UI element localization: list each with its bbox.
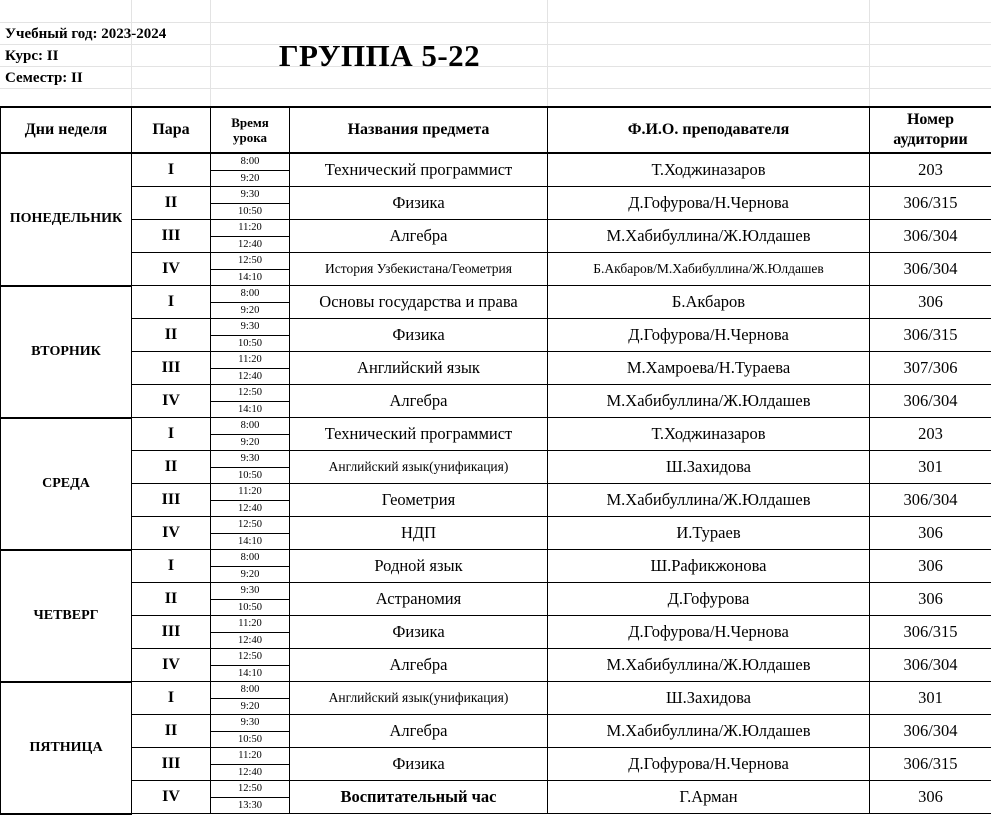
teacher-name: И.Тураев (548, 517, 870, 550)
pair-number: II (132, 583, 211, 616)
header-room (870, 107, 991, 153)
time-end: 12:40 (211, 369, 289, 385)
semester: Семестр: II (5, 69, 83, 87)
teacher-name: Ш.Рафикжонова (548, 550, 870, 583)
subject-name: Английский язык(унификация) (290, 682, 548, 715)
teacher-name: Ш.Захидова (548, 682, 870, 715)
subject-name: Физика (290, 319, 548, 352)
lesson-time (211, 352, 290, 385)
subject-name: Технический программист (290, 153, 548, 187)
subject-name: Английский язык (290, 352, 548, 385)
lesson-row (1, 319, 991, 352)
time-end: 10:50 (211, 204, 289, 220)
time-end: 9:20 (211, 303, 289, 319)
subject-name: Физика (290, 616, 548, 649)
pair-number: IV (132, 649, 211, 682)
time-start: 12:50 (211, 385, 289, 402)
teacher-name: Г.Арман (548, 781, 870, 814)
teacher-name: Б.Акбаров (548, 286, 870, 319)
time-end: 14:10 (211, 534, 289, 550)
lesson-time (211, 220, 290, 253)
header-time (211, 107, 290, 153)
lesson-time (211, 253, 290, 286)
pair-number: II (132, 715, 211, 748)
pair-number: III (132, 616, 211, 649)
header-teacher: Ф.И.О. преподавателя (548, 107, 870, 153)
time-start: 8:00 (211, 286, 289, 303)
teacher-name: Б.Акбаров/М.Хабибуллина/Ж.Юлдашев (548, 253, 870, 286)
lesson-row (1, 153, 991, 187)
lesson-time (211, 682, 290, 715)
time-end: 14:10 (211, 270, 289, 286)
room-number: 306/315 (870, 748, 991, 781)
header-day: Дни неделя (1, 107, 132, 153)
pair-number: III (132, 748, 211, 781)
time-start: 8:00 (211, 550, 289, 567)
lesson-row (1, 550, 991, 583)
room-number: 306 (870, 781, 991, 814)
group-title: ГРУППА 5-22 (212, 36, 547, 76)
time-start: 12:50 (211, 517, 289, 534)
teacher-name: М.Хабибуллина/Ж.Юлдашев (548, 220, 870, 253)
lesson-time (211, 715, 290, 748)
subject-name: Астраномия (290, 583, 548, 616)
teacher-name: М.Хабибуллина/Ж.Юлдашев (548, 715, 870, 748)
room-number: 306/304 (870, 253, 991, 286)
room-number: 306 (870, 286, 991, 319)
time-start: 11:20 (211, 220, 289, 237)
lesson-time (211, 550, 290, 583)
pair-number: I (132, 153, 211, 187)
subject-name: Физика (290, 187, 548, 220)
subject-name: История Узбекистана/Геометрия (290, 253, 548, 286)
teacher-name: Т.Ходжиназаров (548, 153, 870, 187)
lesson-row (1, 682, 991, 715)
header-room-line1: Номер (870, 110, 991, 130)
pair-number: II (132, 451, 211, 484)
room-number: 306/315 (870, 319, 991, 352)
room-number: 306/315 (870, 616, 991, 649)
lesson-row (1, 781, 991, 814)
lesson-row (1, 748, 991, 781)
gridline (547, 0, 548, 106)
teacher-name: Д.Гофурова/Н.Чернова (548, 748, 870, 781)
time-end: 9:20 (211, 699, 289, 715)
time-end: 10:50 (211, 468, 289, 484)
teacher-name: М.Хабибуллина/Ж.Юлдашев (548, 649, 870, 682)
time-end: 9:20 (211, 567, 289, 583)
pair-number: III (132, 352, 211, 385)
lesson-time (211, 781, 290, 814)
lesson-time (211, 286, 290, 319)
teacher-name: Т.Ходжиназаров (548, 418, 870, 451)
lesson-row (1, 517, 991, 550)
time-end: 12:40 (211, 633, 289, 649)
day-name: ЧЕТВЕРГ (1, 550, 132, 682)
lesson-time (211, 616, 290, 649)
pair-number: I (132, 286, 211, 319)
gridline (131, 0, 132, 106)
subject-name: Родной язык (290, 550, 548, 583)
time-start: 8:00 (211, 418, 289, 435)
pair-number: IV (132, 253, 211, 286)
room-number: 203 (870, 153, 991, 187)
subject-name: НДП (290, 517, 548, 550)
gridline (210, 0, 211, 106)
pair-number: IV (132, 385, 211, 418)
pair-number: III (132, 220, 211, 253)
lesson-time (211, 484, 290, 517)
time-end: 12:40 (211, 501, 289, 517)
time-start: 11:20 (211, 616, 289, 633)
header-time-line1: Время (211, 115, 289, 130)
subject-name: Алгебра (290, 220, 548, 253)
room-number: 306 (870, 550, 991, 583)
subject-name: Английский язык(унификация) (290, 451, 548, 484)
lesson-time (211, 153, 290, 187)
room-number: 306/304 (870, 649, 991, 682)
lesson-row (1, 715, 991, 748)
lesson-row (1, 253, 991, 286)
lesson-row (1, 616, 991, 649)
room-number: 306 (870, 517, 991, 550)
time-start: 11:20 (211, 748, 289, 765)
lesson-time (211, 451, 290, 484)
lesson-time (211, 583, 290, 616)
lesson-row (1, 484, 991, 517)
time-end: 14:10 (211, 666, 289, 682)
time-end: 10:50 (211, 600, 289, 616)
gridline (0, 88, 991, 89)
teacher-name: М.Хамроева/Н.Тураева (548, 352, 870, 385)
gridline (869, 0, 870, 106)
lesson-time (211, 517, 290, 550)
teacher-name: М.Хабибуллина/Ж.Юлдашев (548, 385, 870, 418)
header-pair: Пара (132, 107, 211, 153)
room-number: 306 (870, 583, 991, 616)
gridline (0, 22, 991, 23)
pair-number: IV (132, 781, 211, 814)
time-start: 11:20 (211, 484, 289, 501)
teacher-name: М.Хабибуллина/Ж.Юлдашев (548, 484, 870, 517)
lesson-row (1, 220, 991, 253)
course: Курс: II (5, 47, 58, 65)
time-end: 14:10 (211, 402, 289, 418)
pair-number: III (132, 484, 211, 517)
pair-number: I (132, 682, 211, 715)
time-start: 8:00 (211, 154, 289, 171)
day-name: СРЕДА (1, 418, 132, 550)
time-start: 9:30 (211, 715, 289, 732)
pair-number: IV (132, 517, 211, 550)
time-start: 9:30 (211, 451, 289, 468)
time-start: 9:30 (211, 187, 289, 204)
header-row (1, 107, 991, 153)
time-start: 9:30 (211, 583, 289, 600)
subject-name: Геометрия (290, 484, 548, 517)
sheet-header (0, 0, 991, 106)
lesson-row (1, 187, 991, 220)
time-start: 12:50 (211, 649, 289, 666)
academic-year: Учебный год: 2023-2024 (5, 25, 166, 43)
teacher-name: Д.Гофурова/Н.Чернова (548, 319, 870, 352)
header-time-line2: урока (211, 130, 289, 145)
room-number: 306/315 (870, 187, 991, 220)
time-end: 10:50 (211, 336, 289, 352)
room-number: 203 (870, 418, 991, 451)
lesson-time (211, 187, 290, 220)
subject-name: Технический программист (290, 418, 548, 451)
pair-number: I (132, 550, 211, 583)
pair-number: II (132, 319, 211, 352)
room-number: 306/304 (870, 484, 991, 517)
room-number: 307/306 (870, 352, 991, 385)
day-name: ПОНЕДЕЛЬНИК (1, 153, 132, 286)
subject-name: Физика (290, 748, 548, 781)
lesson-row (1, 352, 991, 385)
schedule-table (0, 106, 991, 815)
time-end: 9:20 (211, 435, 289, 451)
lesson-row (1, 649, 991, 682)
subject-name: Алгебра (290, 715, 548, 748)
lesson-row (1, 418, 991, 451)
room-number: 306/304 (870, 220, 991, 253)
time-end: 12:40 (211, 765, 289, 781)
time-end: 9:20 (211, 171, 289, 187)
subject-name: Воспитательный час (290, 781, 548, 814)
room-number: 306/304 (870, 715, 991, 748)
time-end: 12:40 (211, 237, 289, 253)
teacher-name: Д.Гофурова (548, 583, 870, 616)
time-start: 12:50 (211, 781, 289, 798)
day-name: ВТОРНИК (1, 286, 132, 418)
lesson-row (1, 583, 991, 616)
time-end: 13:30 (211, 798, 289, 814)
time-start: 9:30 (211, 319, 289, 336)
lesson-time (211, 649, 290, 682)
subject-name: Алгебра (290, 649, 548, 682)
lesson-row (1, 385, 991, 418)
teacher-name: Д.Гофурова/Н.Чернова (548, 616, 870, 649)
time-start: 12:50 (211, 253, 289, 270)
time-start: 8:00 (211, 682, 289, 699)
lesson-time (211, 748, 290, 781)
lesson-time (211, 418, 290, 451)
room-number: 301 (870, 682, 991, 715)
lesson-time (211, 319, 290, 352)
lesson-time (211, 385, 290, 418)
time-end: 10:50 (211, 732, 289, 748)
subject-name: Основы государства и права (290, 286, 548, 319)
room-number: 301 (870, 451, 991, 484)
room-number: 306/304 (870, 385, 991, 418)
pair-number: II (132, 187, 211, 220)
header-subject: Названия предмета (290, 107, 548, 153)
header-room-line2: аудитории (870, 130, 991, 150)
pair-number: I (132, 418, 211, 451)
lesson-row (1, 451, 991, 484)
teacher-name: Д.Гофурова/Н.Чернова (548, 187, 870, 220)
lesson-row (1, 286, 991, 319)
subject-name: Алгебра (290, 385, 548, 418)
teacher-name: Ш.Захидова (548, 451, 870, 484)
day-name: ПЯТНИЦА (1, 682, 132, 814)
time-start: 11:20 (211, 352, 289, 369)
